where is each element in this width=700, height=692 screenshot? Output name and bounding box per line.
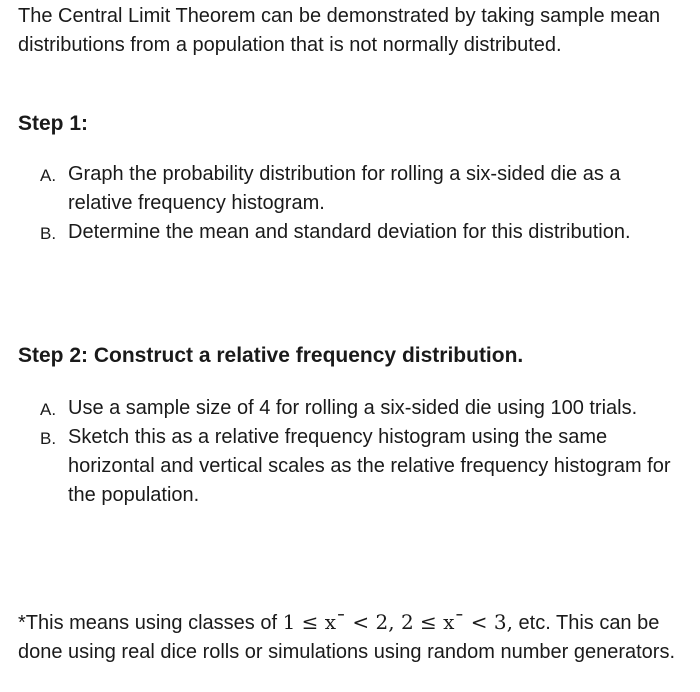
list-item-text: Graph the probability distribution for rolling a six-sided die as a relative frequency histogram. [68,163,621,214]
list-marker: B. [40,429,57,448]
list-item-text: Sketch this as a relative frequency histogram using the same horizontal and vertical scales as the relative frequency histogram for the population. [68,426,671,506]
step2-list [18,394,688,510]
list-item [18,423,688,510]
list-marker: A. [40,166,57,185]
list-marker: A. [40,400,57,419]
list-item [18,394,688,423]
list-item [18,160,688,218]
intro-paragraph: The Central Limit Theorem can be demonstrated by taking sample mean distributions from a population that is not normally distributed. [18,5,661,56]
footnote-paragraph [18,608,688,667]
list-item-text: Determine the mean and standard deviation for this distribution. [68,221,631,243]
footnote-prefix: *This means using classes of [18,612,283,634]
step2-heading: Step 2: Construct a relative frequency distribution. [18,344,524,367]
footnote-suffix: etc. This can be done using real dice rolls or simulations using random number generators. [18,612,676,663]
list-item-text: Use a sample size of 4 for rolling a six-sided die using 100 trials. [68,397,638,419]
step1-list [18,160,688,247]
footnote-math: 1 ≤ x¯ < 2, 2 ≤ x¯ < 3, [282,610,513,634]
step1-heading: Step 1: [18,112,89,135]
list-marker: B. [40,224,57,243]
list-item [18,218,688,247]
